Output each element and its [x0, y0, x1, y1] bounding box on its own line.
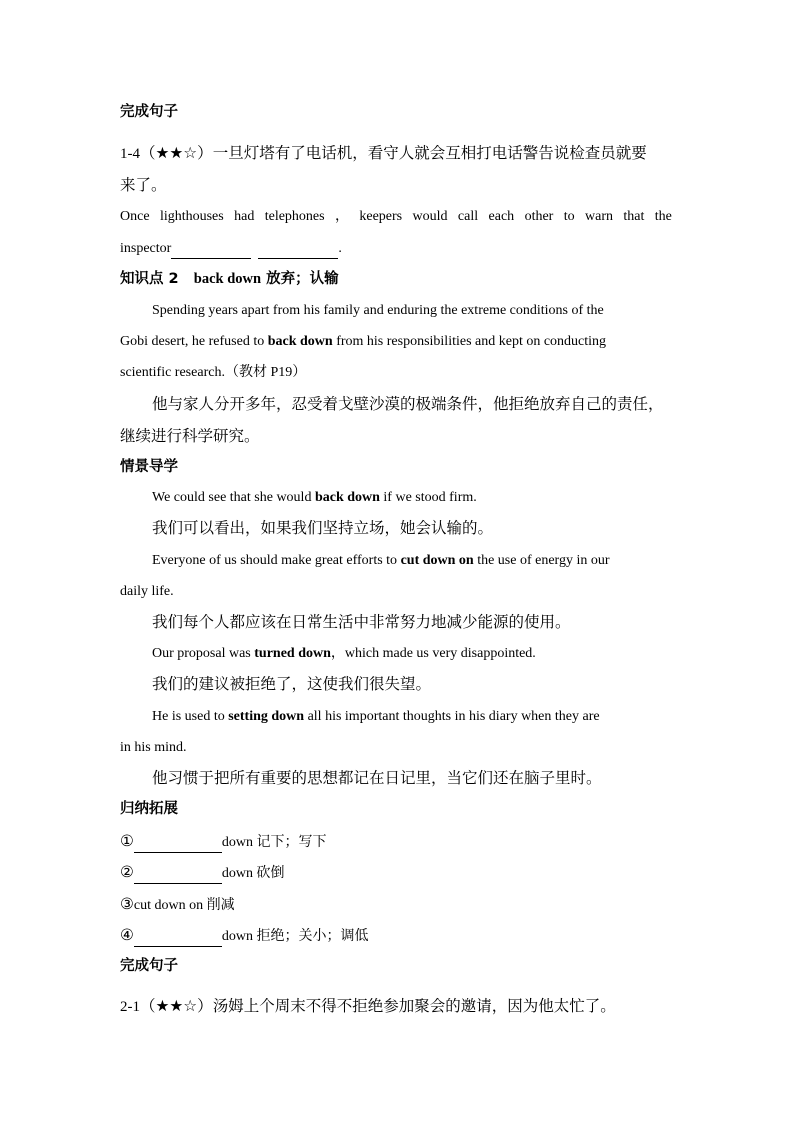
scenario-example-1	[152, 488, 477, 508]
answer-blank-2[interactable]	[258, 243, 338, 259]
answer-blank[interactable]	[134, 931, 222, 947]
item-text: cut down on 削减	[133, 898, 235, 913]
example-main-line2	[120, 332, 606, 352]
exercise-prompt-cn: 汤姆上个周末不得不拒绝参加聚会的邀请，因为他太忙了。	[212, 997, 616, 1015]
summary-heading: 归纳拓展	[120, 801, 178, 817]
knowledge-point-phrase: back down	[193, 271, 262, 287]
example-keyword: back down	[314, 490, 380, 505]
example-keyword: cut down on	[400, 553, 474, 568]
example-text: Gobi desert, he refused to	[120, 334, 268, 349]
item-text: down 记下；写下	[221, 835, 327, 850]
difficulty-stars: （★★☆）	[140, 997, 213, 1015]
exercise-number: 1-4	[120, 146, 140, 162]
answer-blank-1[interactable]	[171, 243, 251, 259]
scenario-example-4-cn: 他习惯于把所有重要的思想都记在日记里，当它们还在脑子里时。	[152, 769, 602, 787]
example-keyword: setting down	[228, 709, 305, 724]
exercise-1-4-en-line2	[120, 239, 342, 259]
scenario-example-4	[152, 707, 600, 727]
scenario-example-3-cn: 我们的建议被拒绝了，这使我们很失望。	[152, 675, 432, 693]
item-number: ④	[120, 926, 134, 944]
knowledge-point-heading	[120, 269, 339, 289]
en-word: warn	[585, 209, 614, 224]
en-word: would	[412, 209, 448, 224]
exercise-prompt-cn: 一旦灯塔有了电话机，看守人就会互相打电话警告说检查员就要	[212, 144, 647, 162]
scenario-example-2-line2: daily life.	[120, 584, 174, 599]
difficulty-stars: （★★☆）	[140, 144, 213, 162]
example-text: all his important thoughts in his diary when they are	[304, 709, 600, 724]
summary-item-3	[120, 894, 235, 916]
example-text: Our proposal was	[152, 646, 255, 661]
scenario-example-2-cn: 我们每个人都应该在日常生活中非常努力地减少能源的使用。	[152, 613, 571, 631]
exercise-1-4-cn-line1	[120, 143, 647, 164]
example-text: from his responsibilities and kept on conducting	[332, 334, 607, 349]
exercise-en-end: .	[338, 241, 342, 256]
item-number: ①	[120, 832, 134, 850]
en-word: the	[654, 209, 672, 224]
item-number: ③	[120, 895, 134, 913]
example-text: the use of energy in our	[473, 553, 610, 568]
section2-heading: 完成句子	[120, 958, 178, 974]
en-word: each	[488, 209, 515, 224]
en-word: other	[524, 209, 554, 224]
en-word: ，	[334, 209, 349, 224]
scenario-example-2	[152, 551, 610, 571]
en-word: to	[563, 209, 575, 224]
en-word: Once	[120, 209, 150, 224]
knowledge-point-meaning: 放弃；认输	[266, 271, 339, 287]
summary-item-2	[120, 862, 285, 884]
en-word: call	[457, 209, 479, 224]
section-heading-complete-sentences: 完成句子	[120, 104, 178, 120]
item-number: ②	[120, 863, 134, 881]
answer-blank[interactable]	[134, 837, 222, 853]
exercise-number: 2-1	[120, 999, 140, 1015]
example-text: We could see that she would	[152, 490, 315, 505]
exercise-2-1-cn	[120, 996, 616, 1017]
scenario-heading: 情景导学	[120, 459, 178, 475]
exercise-1-4-en-line1	[120, 207, 672, 227]
en-word: telephones	[264, 209, 325, 224]
en-word: keepers	[359, 209, 403, 224]
example-text: if we stood firm.	[379, 490, 477, 505]
example-keyword: turned down	[254, 646, 331, 661]
exercise-en-start: inspector	[120, 241, 172, 256]
summary-item-1	[120, 831, 327, 853]
summary-item-4	[120, 925, 369, 947]
en-word: lighthouses	[159, 209, 224, 224]
example-text: He is used to	[152, 709, 229, 724]
exercise-1-4-cn-line2: 来了。	[120, 176, 167, 194]
scenario-example-1-cn: 我们可以看出，如果我们坚持立场，她会认输的。	[152, 519, 494, 537]
example-main-line3: scientific research.（教材 P19）	[120, 365, 307, 380]
scenario-example-4-line2: in his mind.	[120, 740, 187, 755]
knowledge-point-label: 知识点 2	[120, 271, 179, 287]
en-word: had	[234, 209, 255, 224]
example-main-line1: Spending years apart from his family and enduring the extreme conditions of the	[152, 303, 604, 318]
example-text: ，which made us very disappointed.	[330, 646, 536, 661]
en-word: that	[623, 209, 645, 224]
example-text: Everyone of us should make great efforts to	[152, 553, 401, 568]
example-main-cn-line1: 他与家人分开多年，忍受着戈壁沙漠的极端条件，他拒绝放弃自己的责任，	[152, 395, 664, 413]
item-text: down 砍倒	[221, 866, 285, 881]
scenario-example-3	[152, 644, 536, 664]
answer-blank[interactable]	[134, 868, 222, 884]
item-text: down 拒绝；关小；调低	[221, 929, 369, 944]
example-main-cn-line2: 继续进行科学研究。	[120, 427, 260, 445]
example-keyword: back down	[267, 334, 333, 349]
